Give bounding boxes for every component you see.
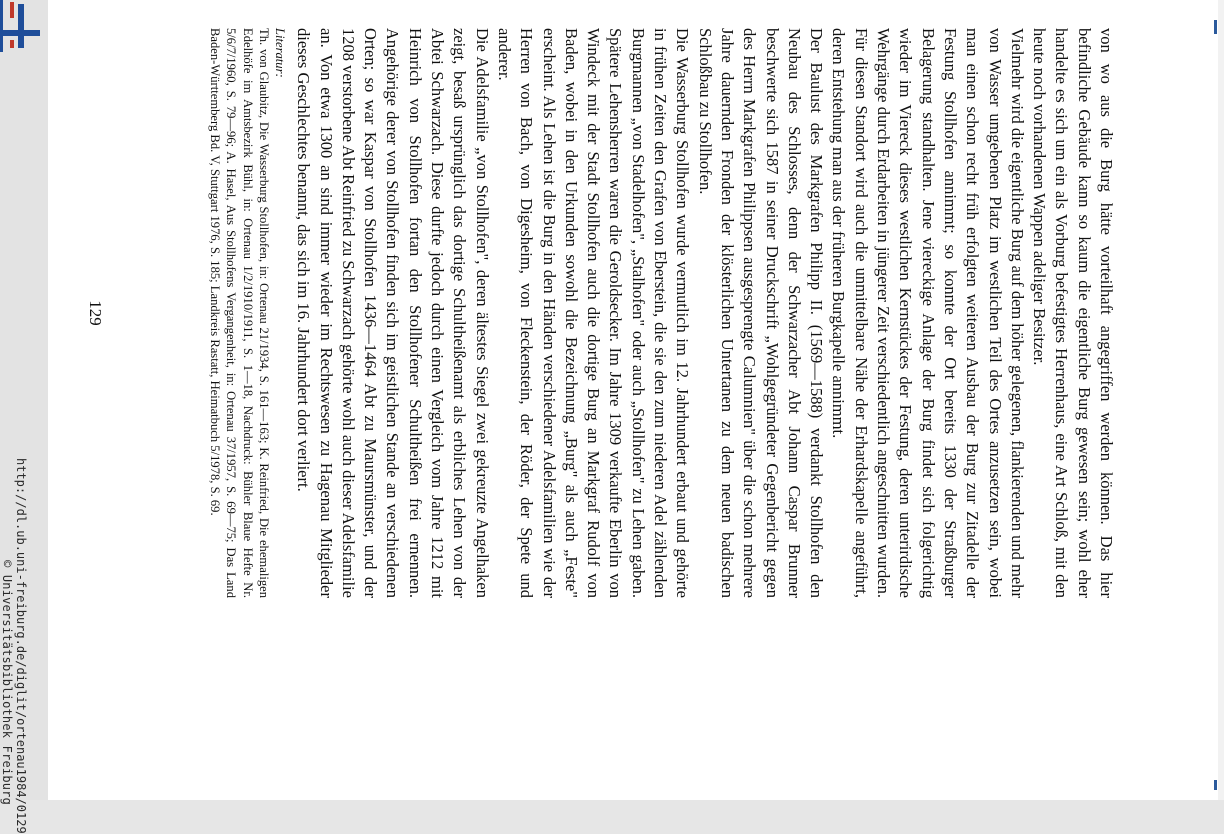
edge-marker-bottom [1214,780,1217,790]
source-url[interactable]: http://dl.ub.uni-freiburg.de/diglit/ortenau1984/0129 [14,458,28,834]
paragraph: Der Baulust des Markgrafen Philipp II. (1569—1588) verdankt Stollhofen den Neubau des Schlosses, denn der Schwarzacher Abt Johann Caspar Brunner beschwerte sich 1587 in seiner Druckschrift „Wohlgegründeter Gegenbericht gegen des Herrn Markgrafen Philippsen ausgesprengte Calumnien" über die schon mehrere Jahre dauernden Fronden der klösterlichen Untertanen zu dem neuen badischen Schloßbau zu Stollhofen. [695,28,827,598]
literature-section [207,28,288,598]
paragraph: Vielmehr wird die eigentliche Burg auf dem höher gelegenen, flankierenden und mehr von Wasser umgebenen Platz im westlichen Teil des Ortes anzusetzen sein, wobei man einen schon recht früh erfolgten weiteren Ausbau der Burg zur Zitadelle der Festung Stollhofen annimmt; so konnte der Ort bereits 1330 der Straßburger Belagerung standhalten. Jene viereckige Anlage der Burg findet sich folgerichtig wieder im Viereck dieses westlichen Kernstückes der Festung, deren unterirdische Wehrgänge durch Erdarbeiten in jüngerer Zeit verschiedentlich angeschnitten wurden. Für diesen Standort wird auch die unmittelbare Nähe der Erhardskapelle angeführt, deren Entstehung man aus der früheren Burgkapelle annimmt. [829,28,1027,598]
paragraph: Die Adelsfamilie „von Stollhofen", deren ältestes Siegel zwei gekreuzte Angelhaken zeigt, besaß ursprünglich das dortige Schultheißenamt als erbliches Lehen von der Abtei Schwarzach. Diese durfte jedoch durch einen Vergleich vom Jahre 1212 mit Heinrich von Stollhofen fortan den Stollhofener Schultheißen frei ernennen. Angehörige derer von Stollhofen finden sich im geistlichen Stande an verschiedenen Orten; so war Kaspar von Stollhofen 1436—1464 Abt zu Maursmünster, und der 1208 verstorbene Abt Reinfried zu Schwarzach gehörte wohl auch dieser Adelsfamilie an. Von etwa 1300 an sind immer wieder im Rechtswesen zu Hagenau Mitglieder dieses Geschlechtes benannt, das sich im 16. Jahrhundert dort verliert. [294,28,492,598]
edge-marker-top [1214,20,1217,34]
copyright-notice: © Universitätsbibliothek Freiburg [0,560,14,806]
paragraph: Die Wasserburg Stollhofen wurde vermutlich im 12. Jahrhundert erbaut und gehörte in frühen Zeiten den Grafen von Eberstein, die sie den zum niederen Adel zählenden Burgmannen „von Stadelhofen", „Stalhofen" oder auch „Stollhofen" zu Lehen gaben. Spätere Lehensherren waren die Geroldsecker. Im Jahre 1309 verkaufte Eberlin von Windeck mit der Stadt Stollhofen auch die dortige Burg an Markgraf Rudolf von Baden, wobei in den Urkunden sowohl die Bezeichnung „Burg" als auch „Feste" erscheint. Als Lehen ist die Burg in den Händen verschiedener Adelsfamilien wie der Herren von Bach, von Digesheim, von Fleckenstein, der Röder, der Spete und anderer. [494,28,693,598]
page-edge [1218,0,1224,800]
literature-heading: Literatur: [273,28,288,78]
literature-references: Th. von Glaubitz, Die Wasserburg Stollhofen, in: Ortenau 21/1934, S. 161—163; K. Reinfried, Die ehemaligen Edelhöfe im Amtsbezirk Bühl, in: Ortenau 1/2/1910/1911, S. 1—18, Nachdruck: Bühler Blaue Hefte Nr. 5/6/7/1960, S. 79—96; A. Hasel, Aus Stollhofens Vergangenheit, in: Ortenau 37/1957, S. 69—75; Das Land Baden-Württemberg Bd. V, Stuttgart 1976, S. 185; Landkreis Rastatt, Heimatbuch 5/1978, S. 69. [208,28,271,598]
paragraph: von wo aus die Burg hätte vorteilhaft angegriffen werden können. Das hier befindliche Gebäude kann so kaum die eigentliche Burg gewesen sein; wohl eher handelte es sich um ein als Vorburg befestigtes Herrenhaus, eine Art Schloß, mit den heute noch vorhandenen Wappen adeliger Besitzer. [1030,28,1116,598]
page-number: 129 [86,300,105,326]
page-text-block [27,28,1117,598]
